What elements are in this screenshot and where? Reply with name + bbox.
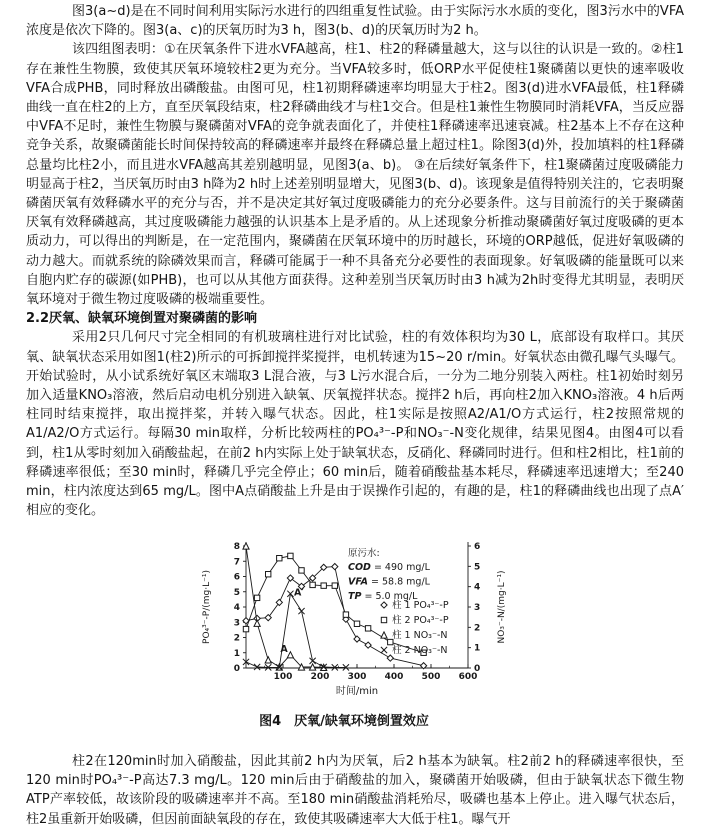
svg-text:4: 4 [474, 582, 481, 593]
svg-text:500: 500 [421, 672, 441, 682]
svg-text:300: 300 [347, 672, 367, 682]
svg-text:柱 1 PO₄³⁻-P: 柱 1 PO₄³⁻-P [392, 600, 449, 611]
svg-text:3: 3 [474, 603, 481, 613]
svg-text:2: 2 [474, 623, 481, 634]
chart-info-box [348, 547, 431, 602]
svg-text:A′: A′ [293, 587, 304, 599]
svg-text:100: 100 [273, 672, 293, 682]
svg-text:1: 1 [474, 643, 481, 654]
svg-text:6: 6 [474, 542, 481, 552]
svg-text:600: 600 [458, 672, 478, 682]
svg-text:柱 1 NO₃⁻-N: 柱 1 NO₃⁻-N [392, 630, 448, 641]
svg-text:0: 0 [474, 664, 481, 674]
figure4-caption: 图4 厌氧/缺氧环境倒置效应 [259, 714, 429, 729]
svg-text:COD = 490 mg/L: COD = 490 mg/L [348, 562, 430, 573]
svg-text:A: A [280, 643, 288, 655]
svg-text:PO₄³⁻-P/(mg·L⁻¹): PO₄³⁻-P/(mg·L⁻¹) [202, 570, 212, 644]
chart-legend [381, 599, 449, 656]
svg-text:2: 2 [233, 633, 240, 644]
paragraph-2: 该四组图表明：①在厌氧条件下进水VFA越高，柱1、柱2的释磷量越大，这与以往的认识是一致的。②柱1存在兼性生物膜，致使其厌氧环境较柱2更为充分。当VFA较多时，低ORP水平促使柱1聚磷菌以更快的速率吸收VFA合成PHB，同时释放出磷酸盐。由图可见，柱1初期释磷速率均明显大于柱2。图3(d)进水VFA最低，柱1释磷曲线一直在柱2的上方，直至厌氧段结束，柱2释磷曲线才与柱1交合。但是柱1兼性生物膜同时消耗VFA，当反应器中VFA不足时，兼性生物膜与聚磷菌对VFA的竞争就表面化了，并使柱1释磷速率迅速衰减。柱2基本上不存在这种竞争关系，故聚磷菌能长时间保持较高的释磷速率并最终在释磷总量上超过柱1。除图3(d)外，投加填料的柱1释磷总量均比柱2小，而且进水VFA越高其差别越明显，见图3(a、b)。 ③在后续好氧条件下，柱1聚磷菌过度吸磷能力明显高于柱2，当厌氧历时由3 h降为2 h时上述差别明显增大，见图3(b、d)。该现象是值得特别关注的，它表明聚磷菌厌氧有效释磷水平的充分与否，并不是决定其好氧过度吸磷能力的充分必要条件。这与目前流行的关于聚磷菌厌氧有效释磷越高，其过度吸磷能力越强的认识基本上是矛盾的。从上述现象分析推动聚磷菌好氧过度吸磷的更本质动力，可以得出的判断是，在一定范围内，聚磷菌在厌氧环境中的历时越长，环境的ORP越低，促进好氧吸磷的动力越大。而就系统的除磷效果而言，释磷可能属于一种不具备充分必要性的表面现象。好氧吸磷的能量既可以来自胞内贮存的碳源(如PHB)，也可以从其他方面获得。这种差别当厌氧历时由3 h减为2h时变得尤其明显，表明厌氧环境对于微生物过度吸磷的极端重要性。 [26, 42, 684, 308]
paragraph-4: 柱2在120min时加入硝酸盐，因此其前2 h内为厌氧，后2 h基本为缺氧。柱2前2 h的释磷速率很快，至120 min时PO₄³⁻-P高达7.3 mg/L。120 min后由于硝酸盐的加入，聚磷菌开始吸磷，但由于缺氧状态下微生物ATP产率较低，故该阶段的吸磷速率并不高。至180 min硝酸盐消耗殆尽，吸磷也基本上停止。进入曝气状态后，柱2虽重新开始吸磷，但因前面缺氧段的存在，致使其吸磷速率大大低于柱1。曝气开 [26, 754, 684, 827]
section-heading-2-2: 2.2厌氧、缺氧环境倒置对聚磷菌的影响 [26, 311, 258, 327]
svg-text:柱 2 PO₄³⁻-P: 柱 2 PO₄³⁻-P [392, 615, 449, 626]
svg-text:8: 8 [233, 542, 240, 552]
svg-text:原污水:: 原污水: [348, 548, 380, 559]
svg-text:时间/min: 时间/min [335, 686, 379, 697]
svg-text:200: 200 [310, 672, 330, 682]
body-text-bottom [26, 752, 684, 834]
paragraph-1: 图3(a~d)是在不同时间利用实际污水进行的四组重复性试验。由于实际污水水质的变化，图3污水中的VFA浓度是依次下降的。图3(a、c)的厌氧历时为3 h，图3(b、d)的厌氧历时为2 h。 [26, 4, 684, 39]
svg-text:6: 6 [233, 572, 240, 583]
svg-text:VFA = 58.8 mg/L: VFA = 58.8 mg/L [348, 576, 430, 588]
figure4-chart [196, 536, 516, 708]
svg-text:TP = 5.0 mg/L: TP = 5.0 mg/L [348, 591, 418, 602]
svg-text:7: 7 [233, 557, 240, 568]
svg-text:柱 2 NO₃⁻-N: 柱 2 NO₃⁻-N [392, 645, 448, 656]
svg-text:0: 0 [233, 664, 240, 674]
figure-4 [196, 536, 516, 729]
svg-text:NO₃⁻-N/(mg·L⁻¹): NO₃⁻-N/(mg·L⁻¹) [497, 570, 507, 644]
svg-text:5: 5 [233, 587, 240, 598]
body-text [26, 2, 684, 532]
svg-text:3: 3 [233, 618, 240, 629]
series-4 [243, 591, 349, 671]
svg-text:5: 5 [474, 562, 481, 573]
svg-text:4: 4 [233, 603, 240, 613]
svg-text:400: 400 [384, 672, 404, 682]
svg-text:1: 1 [233, 648, 240, 659]
paragraph-3: 采用2只几何尺寸完全相同的有机玻璃柱进行对比试验，柱的有效体积均为30 L，底部设有取样口。其厌氧、缺氧状态采用如图1(柱2)所示的可拆卸搅拌桨搅拌，电机转速为15~20 r/min。好氧状态由微孔曝气头曝气。开始试验时，从小试系统好氧区末端取3 L混合液，与3 L污水混合后，一分为二地分别装入两柱。柱1初始时刻另加入适量KNO₃溶液，然后启动电机分别进入缺氧、厌氧搅拌状态。搅拌2 h后，再向柱2加入KNO₃溶液。4 h后两柱同时结束搅拌，取出搅拌桨，并转入曝气状态。因此，柱1实际是按照A2/A1/O方式运行，柱2按照常规的A1/A2/O方式运行。每隔30 min取样，分析比较两柱的PO₄³⁻-P和NO₃⁻-N变化规律，结果见图4。由图4可以看到，柱1从零时刻加入硝酸盐起，在前2 h内实际上处于缺氧状态，反硝化、释磷同时进行。但和柱2相比，柱1前的释磷速率很低；至30 min时，释磷几乎完全停止；60 min后，随着硝酸盐基本耗尽，释磷速率迅速增大；至240 min，柱内浓度达到65 mg/L。图中A点硝酸盐上升是由于误操作引起的，有趣的是，柱1的释磷曲线也出现了点A′相应的变化。 [26, 330, 684, 519]
